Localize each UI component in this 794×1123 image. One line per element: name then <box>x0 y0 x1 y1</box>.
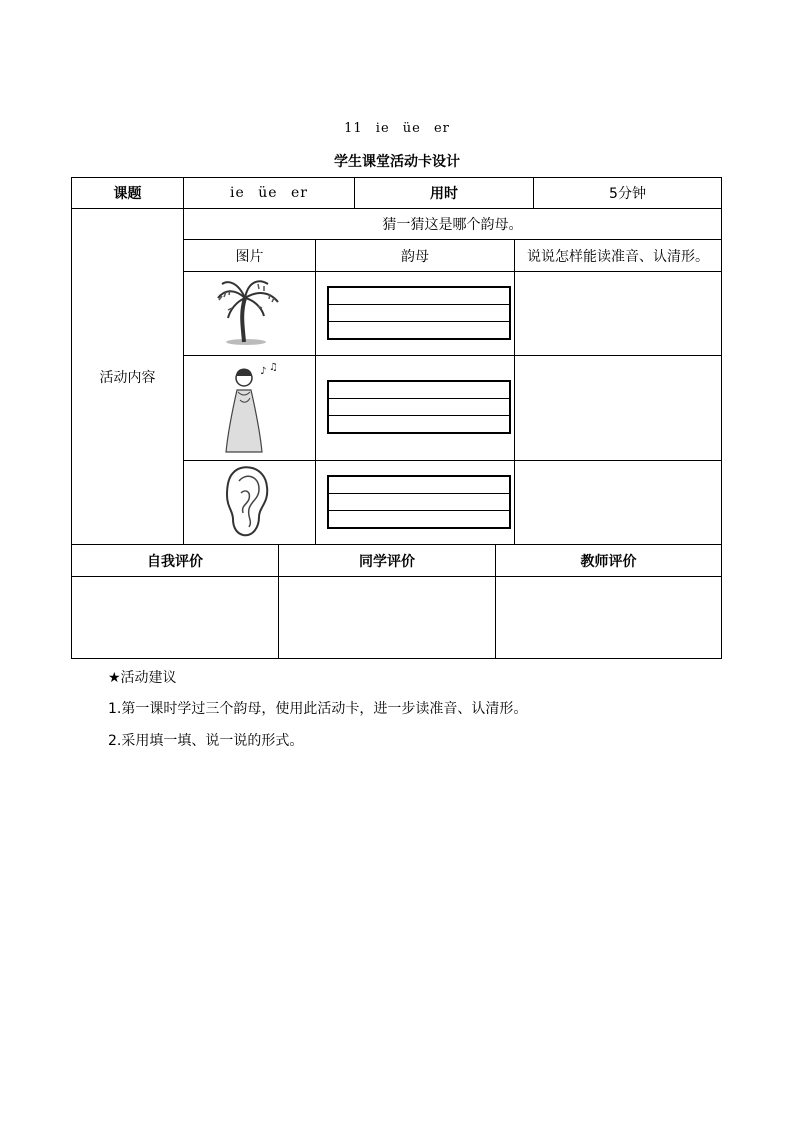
suggestions-title: ★活动建议 <box>108 670 177 686</box>
ear-icon <box>219 463 275 541</box>
column-explain: 说说怎样能读准音、认清形。 <box>527 248 709 265</box>
svg-text:♪: ♪ <box>260 366 267 377</box>
suggestion-item-1: 1.第一课时学过三个韵母，使用此活动卡，进一步读准音、认清形。 <box>108 701 528 717</box>
topic-label: 课题 <box>113 186 142 202</box>
topic-value: ie üe er <box>230 185 308 201</box>
explain-cell-3[interactable] <box>515 461 721 544</box>
column-final: 韵母 <box>401 248 429 265</box>
answer-box-3[interactable] <box>327 475 511 529</box>
lesson-title: 11 ie üe er <box>344 121 450 136</box>
teacher-evaluation-cell[interactable] <box>496 577 721 658</box>
palm-tree-icon <box>214 276 284 348</box>
teacher-evaluation-label: 教师评价 <box>580 553 637 570</box>
self-evaluation-cell[interactable] <box>72 577 278 658</box>
card-title: 学生课堂活动卡设计 <box>334 154 460 170</box>
column-picture: 图片 <box>235 248 264 265</box>
peer-evaluation-label: 同学评价 <box>359 553 415 570</box>
explain-cell-1[interactable] <box>515 272 721 355</box>
suggestion-item-2: 2.采用填一填、说一说的形式。 <box>108 733 304 749</box>
time-label: 用时 <box>430 186 458 202</box>
girl-singing-icon <box>222 362 284 456</box>
instruction: 猜一猜这是哪个韵母。 <box>382 217 523 233</box>
self-evaluation-label: 自我评价 <box>147 553 203 570</box>
answer-box-1[interactable] <box>327 286 511 340</box>
explain-cell-2[interactable] <box>515 356 721 460</box>
svg-text:♫: ♫ <box>269 362 278 373</box>
peer-evaluation-cell[interactable] <box>279 577 495 658</box>
time-value: 5分钟 <box>609 186 646 202</box>
activity-label: 活动内容 <box>99 369 156 386</box>
answer-box-2[interactable] <box>327 380 511 434</box>
